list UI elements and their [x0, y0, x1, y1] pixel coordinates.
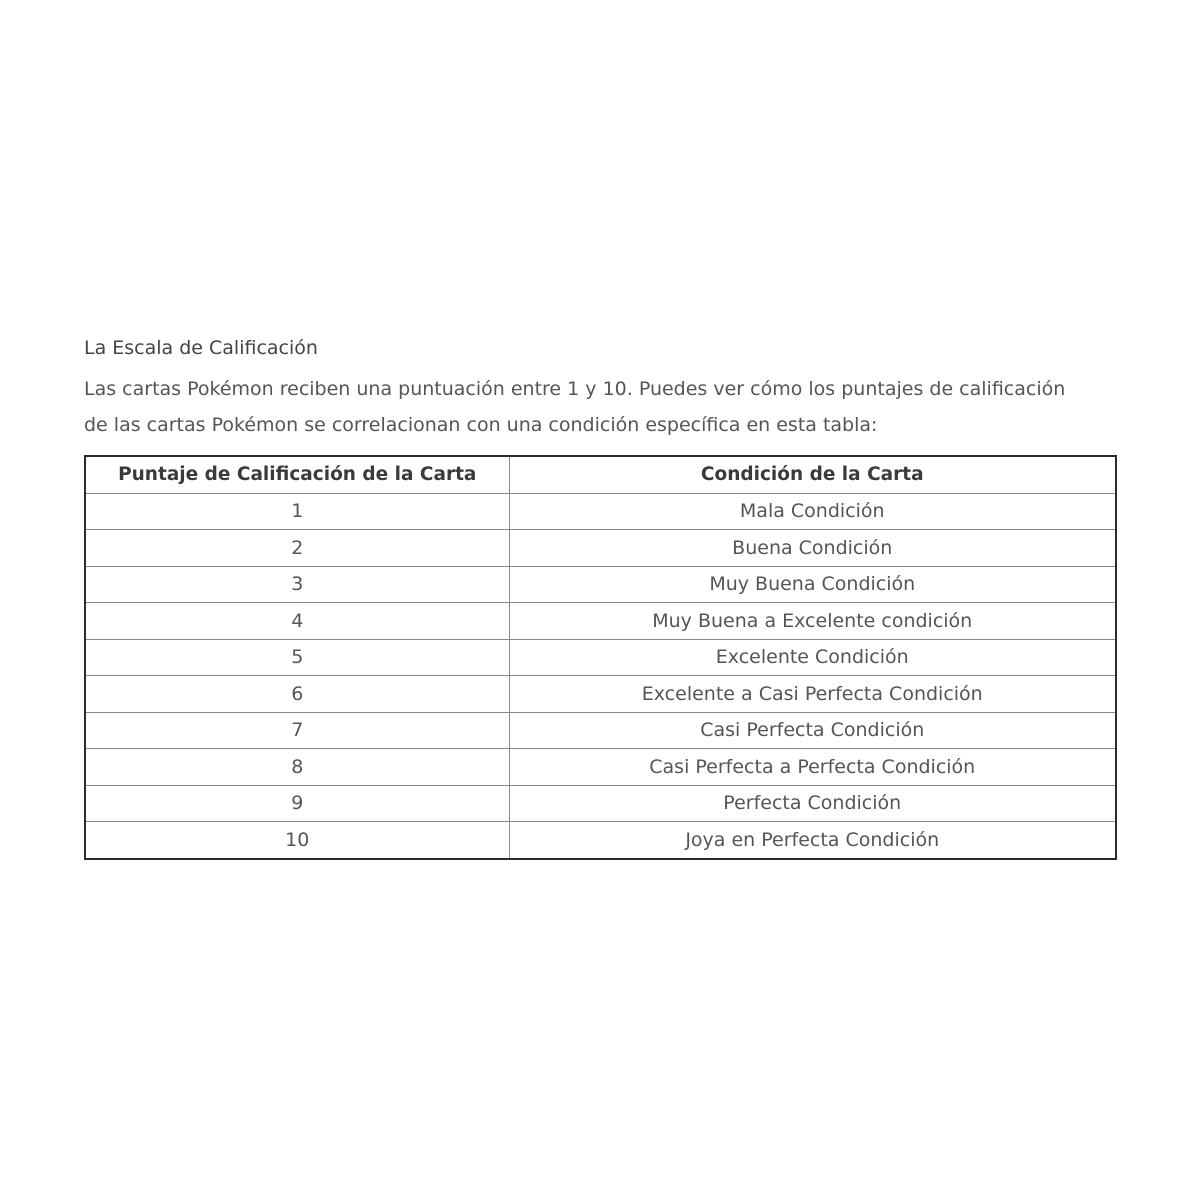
table-row [85, 749, 1116, 786]
column-header-score: Puntaje de Calificación de la Carta [85, 456, 509, 493]
table-row [85, 493, 1116, 530]
condition-cell: Muy Buena Condición [509, 566, 1116, 603]
condition-cell: Excelente a Casi Perfecta Condición [509, 676, 1116, 713]
table-row [85, 676, 1116, 713]
table-header-row [85, 456, 1116, 493]
score-cell: 3 [85, 566, 509, 603]
condition-cell: Joya en Perfecta Condición [509, 822, 1116, 859]
score-cell: 5 [85, 639, 509, 676]
condition-cell: Mala Condición [509, 493, 1116, 530]
column-header-condition: Condición de la Carta [509, 456, 1116, 493]
table-row [85, 639, 1116, 676]
grading-scale-table [84, 455, 1117, 860]
condition-cell: Perfecta Condición [509, 785, 1116, 822]
score-cell: 7 [85, 712, 509, 749]
table-row [85, 822, 1116, 859]
table-row [85, 566, 1116, 603]
table-row [85, 603, 1116, 640]
section-title: La Escala de Calificación [84, 337, 318, 359]
table-row [85, 530, 1116, 567]
score-cell: 2 [85, 530, 509, 567]
score-cell: 9 [85, 785, 509, 822]
condition-cell: Muy Buena a Excelente condición [509, 603, 1116, 640]
intro-paragraph: Las cartas Pokémon reciben una puntuación entre 1 y 10. Puedes ver cómo los puntajes de calificación de las cartas Pokémon se correlacionan con una condición específica en esta tabla: [84, 378, 1066, 436]
article-section [84, 333, 1116, 860]
condition-cell: Casi Perfecta a Perfecta Condición [509, 749, 1116, 786]
score-cell: 1 [85, 493, 509, 530]
score-cell: 8 [85, 749, 509, 786]
score-cell: 4 [85, 603, 509, 640]
condition-cell: Buena Condición [509, 530, 1116, 567]
score-cell: 10 [85, 822, 509, 859]
table-row [85, 712, 1116, 749]
table-row [85, 785, 1116, 822]
condition-cell: Excelente Condición [509, 639, 1116, 676]
score-cell: 6 [85, 676, 509, 713]
condition-cell: Casi Perfecta Condición [509, 712, 1116, 749]
